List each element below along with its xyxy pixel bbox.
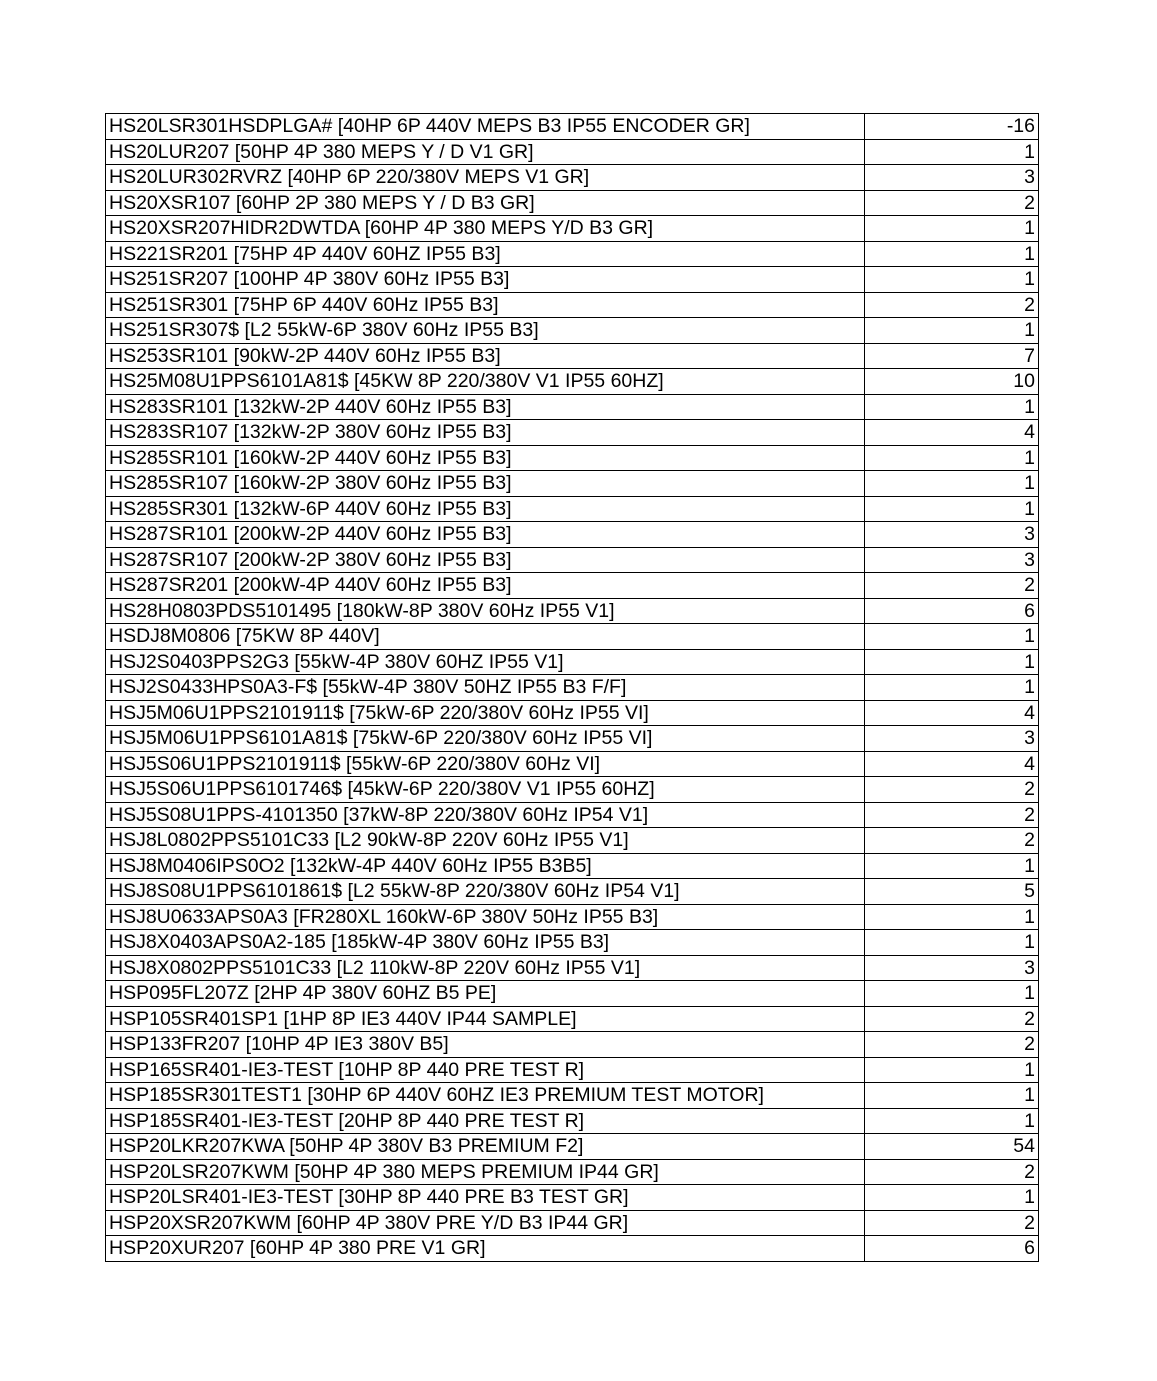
item-quantity-cell: 3 (865, 522, 1039, 548)
item-quantity-cell: 1 (865, 930, 1039, 956)
item-quantity-cell: 1 (865, 318, 1039, 344)
item-description-cell: HS221SR201 [75HP 4P 440V 60HZ IP55 B3] (106, 241, 865, 267)
table-row (106, 1210, 1039, 1236)
item-description-cell: HS283SR101 [132kW-2P 440V 60Hz IP55 B3] (106, 394, 865, 420)
inventory-table-body (106, 114, 1039, 1262)
table-row (106, 1032, 1039, 1058)
item-description-cell: HS251SR301 [75HP 6P 440V 60Hz IP55 B3] (106, 292, 865, 318)
table-row (106, 139, 1039, 165)
item-quantity-cell: 1 (865, 139, 1039, 165)
table-row (106, 1134, 1039, 1160)
item-description-cell: HS20XSR207HIDR2DWTDA [60HP 4P 380 MEPS Y/D B3 GR] (106, 216, 865, 242)
table-row (106, 955, 1039, 981)
item-description-cell: HS251SR207 [100HP 4P 380V 60Hz IP55 B3] (106, 267, 865, 293)
item-description-cell: HS251SR307$ [L2 55kW-6P 380V 60Hz IP55 B3] (106, 318, 865, 344)
item-quantity-cell: 10 (865, 369, 1039, 395)
table-row (106, 216, 1039, 242)
item-description-cell: HS28H0803PDS5101495 [180kW-8P 380V 60Hz IP55 V1] (106, 598, 865, 624)
table-row (106, 675, 1039, 701)
item-description-cell: HSP20LSR401-IE3-TEST [30HP 8P 440 PRE B3 TEST GR] (106, 1185, 865, 1211)
table-row (106, 496, 1039, 522)
item-quantity-cell: 1 (865, 445, 1039, 471)
item-description-cell: HSJ5M06U1PPS2101911$ [75kW-6P 220/380V 60Hz IP55 VI] (106, 700, 865, 726)
item-quantity-cell: 54 (865, 1134, 1039, 1160)
item-description-cell: HS287SR101 [200kW-2P 440V 60Hz IP55 B3] (106, 522, 865, 548)
item-quantity-cell: 2 (865, 777, 1039, 803)
item-quantity-cell: 2 (865, 802, 1039, 828)
item-description-cell: HSP133FR207 [10HP 4P IE3 380V B5] (106, 1032, 865, 1058)
table-row (106, 802, 1039, 828)
item-description-cell: HSP185SR401-IE3-TEST [20HP 8P 440 PRE TEST R] (106, 1108, 865, 1134)
table-row (106, 522, 1039, 548)
item-quantity-cell: 1 (865, 267, 1039, 293)
table-row (106, 777, 1039, 803)
item-description-cell: HSP105SR401SP1 [1HP 8P IE3 440V IP44 SAMPLE] (106, 1006, 865, 1032)
table-row (106, 114, 1039, 140)
table-row (106, 369, 1039, 395)
item-description-cell: HS283SR107 [132kW-2P 380V 60Hz IP55 B3] (106, 420, 865, 446)
item-description-cell: HSP095FL207Z [2HP 4P 380V 60HZ B5 PE] (106, 981, 865, 1007)
table-row (106, 318, 1039, 344)
item-description-cell: HSJ2S0403PPS2G3 [55kW-4P 380V 60HZ IP55 V1] (106, 649, 865, 675)
item-quantity-cell: 1 (865, 216, 1039, 242)
item-quantity-cell: 3 (865, 955, 1039, 981)
table-row (106, 471, 1039, 497)
item-description-cell: HSP165SR401-IE3-TEST [10HP 8P 440 PRE TEST R] (106, 1057, 865, 1083)
item-description-cell: HS285SR101 [160kW-2P 440V 60Hz IP55 B3] (106, 445, 865, 471)
inventory-sheet (105, 113, 1039, 1262)
inventory-table (105, 113, 1039, 1262)
table-row (106, 165, 1039, 191)
item-quantity-cell: 4 (865, 700, 1039, 726)
table-row (106, 853, 1039, 879)
item-description-cell: HSJ8L0802PPS5101C33 [L2 90kW-8P 220V 60Hz IP55 V1] (106, 828, 865, 854)
item-quantity-cell: 1 (865, 675, 1039, 701)
item-quantity-cell: 6 (865, 598, 1039, 624)
table-row (106, 1057, 1039, 1083)
item-description-cell: HS25M08U1PPS6101A81$ [45KW 8P 220/380V V1 IP55 60HZ] (106, 369, 865, 395)
item-quantity-cell: 2 (865, 1032, 1039, 1058)
item-quantity-cell: 1 (865, 1083, 1039, 1109)
item-quantity-cell: 1 (865, 496, 1039, 522)
item-quantity-cell: 2 (865, 1006, 1039, 1032)
item-quantity-cell: 7 (865, 343, 1039, 369)
table-row (106, 649, 1039, 675)
item-quantity-cell: 6 (865, 1236, 1039, 1262)
table-row (106, 930, 1039, 956)
item-description-cell: HS20LUR302RVRZ [40HP 6P 220/380V MEPS V1 GR] (106, 165, 865, 191)
item-quantity-cell: 1 (865, 394, 1039, 420)
item-description-cell: HS285SR107 [160kW-2P 380V 60Hz IP55 B3] (106, 471, 865, 497)
table-row (106, 445, 1039, 471)
table-row (106, 981, 1039, 1007)
item-description-cell: HSP20XSR207KWM [60HP 4P 380V PRE Y/D B3 IP44 GR] (106, 1210, 865, 1236)
table-row (106, 394, 1039, 420)
table-row (106, 573, 1039, 599)
item-description-cell: HSJ5S06U1PPS2101911$ [55kW-6P 220/380V 60Hz VI] (106, 751, 865, 777)
table-row (106, 190, 1039, 216)
item-quantity-cell: 2 (865, 292, 1039, 318)
table-row (106, 343, 1039, 369)
item-description-cell: HS287SR201 [200kW-4P 440V 60Hz IP55 B3] (106, 573, 865, 599)
table-row (106, 1083, 1039, 1109)
item-quantity-cell: 1 (865, 241, 1039, 267)
item-description-cell: HS285SR301 [132kW-6P 440V 60Hz IP55 B3] (106, 496, 865, 522)
item-quantity-cell: 2 (865, 1210, 1039, 1236)
item-quantity-cell: 3 (865, 726, 1039, 752)
table-row (106, 547, 1039, 573)
item-description-cell: HSJ8M0406IPS0O2 [132kW-4P 440V 60Hz IP55 B3B5] (106, 853, 865, 879)
item-quantity-cell: 1 (865, 1057, 1039, 1083)
table-row (106, 267, 1039, 293)
item-quantity-cell: 2 (865, 190, 1039, 216)
item-quantity-cell: 1 (865, 649, 1039, 675)
table-row (106, 700, 1039, 726)
table-row (106, 1006, 1039, 1032)
item-description-cell: HSP20LKR207KWA [50HP 4P 380V B3 PREMIUM F2] (106, 1134, 865, 1160)
item-quantity-cell: 3 (865, 165, 1039, 191)
item-quantity-cell: 4 (865, 420, 1039, 446)
table-row (106, 241, 1039, 267)
item-description-cell: HSJ8X0403APS0A2-185 [185kW-4P 380V 60Hz IP55 B3] (106, 930, 865, 956)
item-quantity-cell: 1 (865, 904, 1039, 930)
item-description-cell: HSP185SR301TEST1 [30HP 6P 440V 60HZ IE3 PREMIUM TEST MOTOR] (106, 1083, 865, 1109)
item-description-cell: HSP20XUR207 [60HP 4P 380 PRE V1 GR] (106, 1236, 865, 1262)
item-description-cell: HS287SR107 [200kW-2P 380V 60Hz IP55 B3] (106, 547, 865, 573)
table-row (106, 1159, 1039, 1185)
item-description-cell: HSJ8U0633APS0A3 [FR280XL 160kW-6P 380V 50Hz IP55 B3] (106, 904, 865, 930)
item-description-cell: HSJ5M06U1PPS6101A81$ [75kW-6P 220/380V 60Hz IP55 VI] (106, 726, 865, 752)
item-description-cell: HS20LSR301HSDPLGA# [40HP 6P 440V MEPS B3 IP55 ENCODER GR] (106, 114, 865, 140)
table-row (106, 1185, 1039, 1211)
item-quantity-cell: 3 (865, 547, 1039, 573)
item-quantity-cell: 1 (865, 1108, 1039, 1134)
item-quantity-cell: 1 (865, 853, 1039, 879)
item-quantity-cell: 1 (865, 471, 1039, 497)
table-row (106, 828, 1039, 854)
table-row (106, 624, 1039, 650)
table-row (106, 292, 1039, 318)
table-row (106, 904, 1039, 930)
table-row (106, 598, 1039, 624)
item-description-cell: HSDJ8M0806 [75KW 8P 440V] (106, 624, 865, 650)
item-description-cell: HS253SR101 [90kW-2P 440V 60Hz IP55 B3] (106, 343, 865, 369)
item-description-cell: HS20LUR207 [50HP 4P 380 MEPS Y / D V1 GR] (106, 139, 865, 165)
table-row (106, 726, 1039, 752)
table-row (106, 420, 1039, 446)
table-row (106, 751, 1039, 777)
item-quantity-cell: 1 (865, 1185, 1039, 1211)
table-row (106, 879, 1039, 905)
item-description-cell: HSJ2S0433HPS0A3-F$ [55kW-4P 380V 50HZ IP55 B3 F/F] (106, 675, 865, 701)
table-row (106, 1236, 1039, 1262)
item-description-cell: HS20XSR107 [60HP 2P 380 MEPS Y / D B3 GR] (106, 190, 865, 216)
item-quantity-cell: 2 (865, 573, 1039, 599)
item-quantity-cell: -16 (865, 114, 1039, 140)
item-quantity-cell: 1 (865, 624, 1039, 650)
table-row (106, 1108, 1039, 1134)
item-description-cell: HSJ8X0802PPS5101C33 [L2 110kW-8P 220V 60Hz IP55 V1] (106, 955, 865, 981)
item-quantity-cell: 4 (865, 751, 1039, 777)
item-quantity-cell: 2 (865, 1159, 1039, 1185)
item-quantity-cell: 5 (865, 879, 1039, 905)
item-description-cell: HSP20LSR207KWM [50HP 4P 380 MEPS PREMIUM IP44 GR] (106, 1159, 865, 1185)
item-description-cell: HSJ5S08U1PPS-4101350 [37kW-8P 220/380V 60Hz IP54 V1] (106, 802, 865, 828)
item-quantity-cell: 2 (865, 828, 1039, 854)
item-quantity-cell: 1 (865, 981, 1039, 1007)
item-description-cell: HSJ8S08U1PPS6101861$ [L2 55kW-8P 220/380V 60Hz IP54 V1] (106, 879, 865, 905)
item-description-cell: HSJ5S06U1PPS6101746$ [45kW-6P 220/380V V1 IP55 60HZ] (106, 777, 865, 803)
